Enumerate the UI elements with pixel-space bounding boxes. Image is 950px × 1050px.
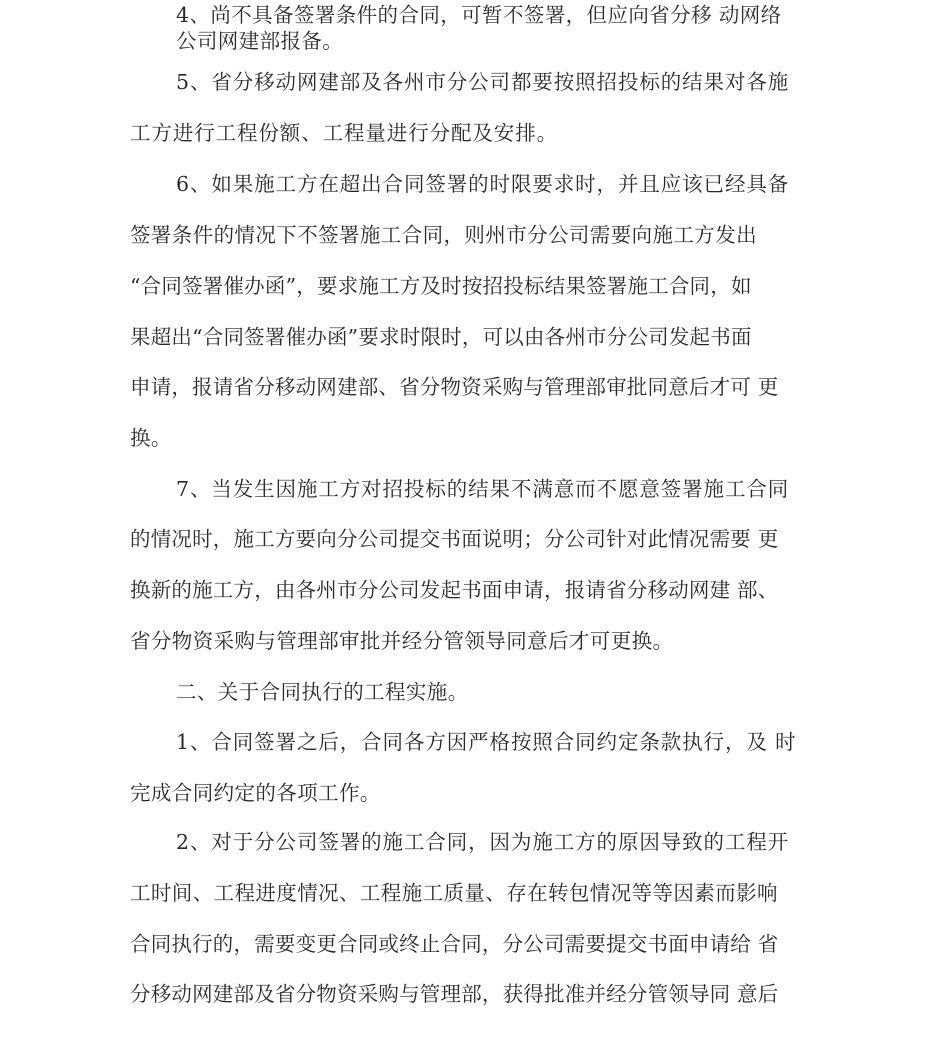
text-line: 公司网建部报备。 xyxy=(176,29,344,53)
text-line: 6、如果施工方在超出合同签署的时限要求时，并且应该已经具备 xyxy=(176,172,790,196)
text-line: 7、当发生因施工方对招投标的结果不满意而不愿意签署施工合同 xyxy=(176,477,790,501)
text-line: 的情况时，施工方要向分公司提交书面说明；分公司针对此情况需要 更 xyxy=(130,527,779,551)
text-line: 换。 xyxy=(130,426,172,450)
text-line: 果超出“合同签署催办函”要求时限时，可以由各州市分公司发起书面 xyxy=(130,325,752,349)
text-line: 1、合同签署之后，合同各方因严格按照合同约定条款执行，及 时 xyxy=(176,730,797,754)
text-line: 4、尚不具备签署条件的合同，可暂不签署，但应向省分移 动网络 xyxy=(176,3,782,27)
text-line: 合同执行的，需要变更合同或终止合同，分公司需要提交书面申请给 省 xyxy=(130,932,779,956)
text-line: 完成合同约定的各项工作。 xyxy=(130,781,381,805)
text-line: 二、关于合同执行的工程实施。 xyxy=(176,680,469,704)
text-line: 2、对于分公司签署的施工合同，因为施工方的原因导致的工程开 xyxy=(176,830,790,854)
text-line: 省分物资采购与管理部审批并经分管领导同意后才可更换。 xyxy=(130,629,674,653)
text-line: 分移动网建部及省分物资采购与管理部，获得批准并经分管领导同 意后 xyxy=(130,982,779,1006)
text-line: 5、省分移动网建部及各州市分公司都要按照招投标的结果对各施 xyxy=(176,70,790,94)
text-line: 工方进行工程份额、工程量进行分配及安排。 xyxy=(130,121,558,145)
text-line: 换新的施工方，由各州市分公司发起书面申请，报请省分移动网建 部、 xyxy=(130,578,779,602)
text-line: 工时间、工程进度情况、工程施工质量、存在转包情况等等因素而影响 xyxy=(130,881,778,905)
text-line: “合同签署催办函”，要求施工方及时按招投标结果签署施工合同，如 xyxy=(130,274,752,298)
text-line: 申请，报请省分移动网建部、省分物资采购与管理部审批同意后才可 更 xyxy=(130,375,779,399)
text-line: 签署条件的情况下不签署施工合同，则州市分公司需要向施工方发出 xyxy=(130,223,757,247)
